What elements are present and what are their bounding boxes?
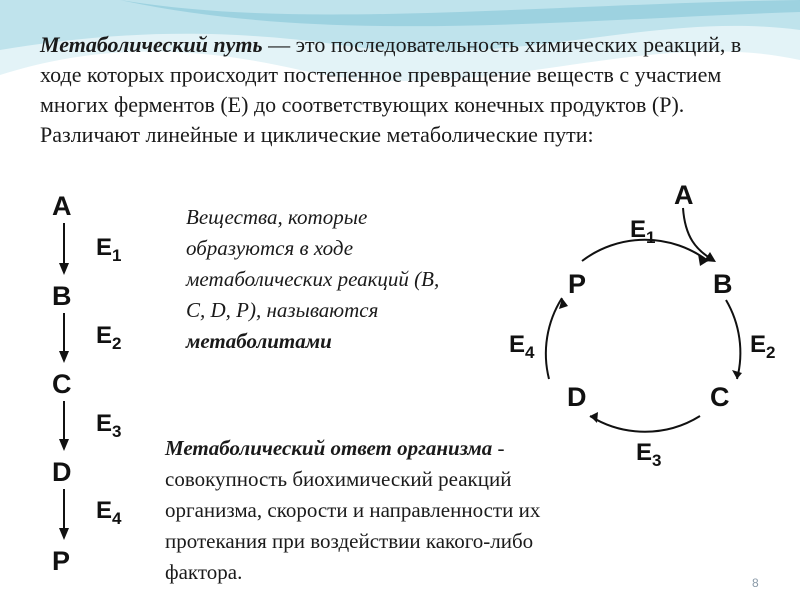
linear-node-c: C (52, 369, 72, 399)
metabolites-term: метаболитами (186, 329, 332, 353)
linear-node-b: B (52, 281, 72, 311)
cycle-node-c: C (710, 382, 730, 412)
cycle-input-arrow (683, 208, 713, 260)
cycle-input-arrowhead (704, 252, 716, 262)
page-number: 8 (752, 576, 759, 590)
intro-paragraph (40, 30, 760, 150)
intro-term: Метаболический путь (40, 32, 263, 57)
cycle-node-p: P (568, 269, 587, 299)
linear-arrow-1 (59, 223, 69, 275)
cycle-node-d: D (567, 382, 587, 412)
cycle-arrowhead-e2 (732, 370, 742, 379)
cycle-enzyme-e1: $E_1$ (630, 216, 656, 247)
linear-pathway-diagram (30, 185, 180, 595)
metabolites-note (186, 202, 446, 357)
cycle-arc-e3 (590, 416, 700, 432)
linear-enzyme-e4: $E_4$ (96, 497, 122, 528)
linear-node-a: A (52, 191, 72, 221)
cycle-enzyme-e2: $E_2$ (750, 331, 776, 362)
cycle-enzyme-e3: $E_3$ (636, 439, 662, 470)
linear-node-p: P (52, 546, 71, 576)
metabolites-note-text: Вещества, которые образуются в ходе метаболических реакций (B, C, D, P), называются (186, 205, 440, 322)
linear-enzyme-e2: $E_2$ (96, 322, 122, 353)
linear-arrow-3 (59, 401, 69, 451)
cycle-enzyme-e4: $E_4$ (509, 331, 535, 362)
cycle-input-a: A (674, 182, 694, 210)
intro-text: — это последовательность химических реакций, в ходе которых происходит постепенное превращение веществ с участием многих ферментов (Е) до соответствующих конечных продуктов (Р). Различают линейные и циклические метаболические пути: (40, 32, 742, 147)
linear-enzyme-e1: $E_1$ (96, 234, 122, 265)
cycle-node-b: B (713, 269, 733, 299)
linear-arrow-4 (59, 489, 69, 540)
response-text: - совокупность биохимический реакций организма, скорости и направленности их протекания при воздействии какого-либо фактора. (165, 436, 541, 584)
linear-pathway-panel (30, 185, 180, 595)
cycle-arc-e2 (726, 300, 740, 379)
linear-enzyme-e3: $E_3$ (96, 410, 122, 441)
cycle-arc-e4 (546, 298, 562, 379)
linear-arrow-2 (59, 313, 69, 363)
metabolic-response-definition (165, 433, 585, 588)
response-term: Метаболический ответ организма (165, 436, 493, 460)
linear-node-d: D (52, 457, 72, 487)
